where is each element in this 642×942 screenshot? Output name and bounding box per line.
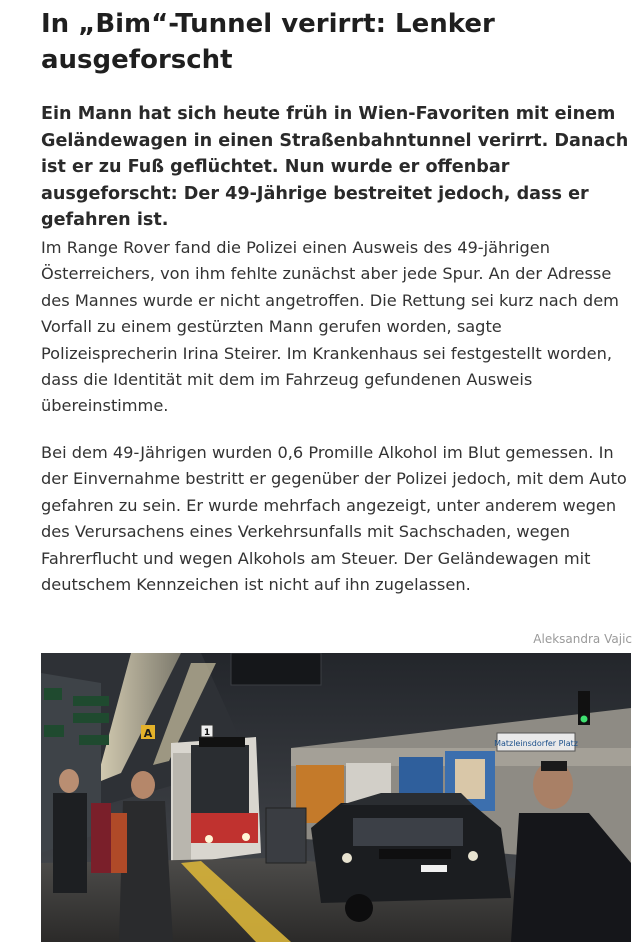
tram-line-sign: 1 — [203, 728, 211, 738]
headline: In „Bim“-Tunnel verirrt: Lenker ausgeforscht — [41, 9, 495, 75]
article-photo — [41, 653, 631, 942]
body-paragraph-1: Im Range Rover fand die Polizei einen Ausweis des 49-jährigen Österreichers, von ihm fehlte zunächst aber jede Spur. An der Adresse des Mannes wurde er nicht angetroffen. Die Rettung sei kurz nach dem Vorfall zu einem gestürzten Mann gerufen worden, sagte Polizeisprecherin Irina Steirer. Im Krankenhaus sei festgestellt worden, dass die Identität mit dem im Fahrzeug gefundenen Ausweis übereinstimme. — [41, 238, 619, 416]
station-sign: Matzleinsdorfer Platz — [494, 739, 578, 748]
lead-paragraph: Ein Mann hat sich heute früh in Wien-Favoriten mit einem Geländewagen in einen Straßenbahntunnel verirrt. Danach ist er zu Fuß geflüchtet. Nun wurde er offenbar ausgeforscht: Der 49-Jährige bestreitet jedoch, dass er gefahren ist. — [41, 104, 629, 230]
tunnel-scene-image — [41, 653, 631, 942]
photo-credit: Aleksandra Vajic — [533, 632, 632, 646]
platform-sign: A — [143, 727, 153, 740]
body-paragraph-2: Bei dem 49-Jährigen wurden 0,6 Promille Alkohol im Blut gemessen. In der Einvernahme bestritt er gegenüber der Polizei jedoch, mit dem Auto gefahren zu sein. Er wurde mehrfach angezeigt, unter anderem wegen des Verursachens eines Verkehrsunfalls mit Sachschaden, wegen Fahrerflucht und wegen Alkohols am Steuer. Der Geländewagen mit deutschem Kennzeichen ist nicht auf ihn zugelassen. — [41, 443, 627, 595]
